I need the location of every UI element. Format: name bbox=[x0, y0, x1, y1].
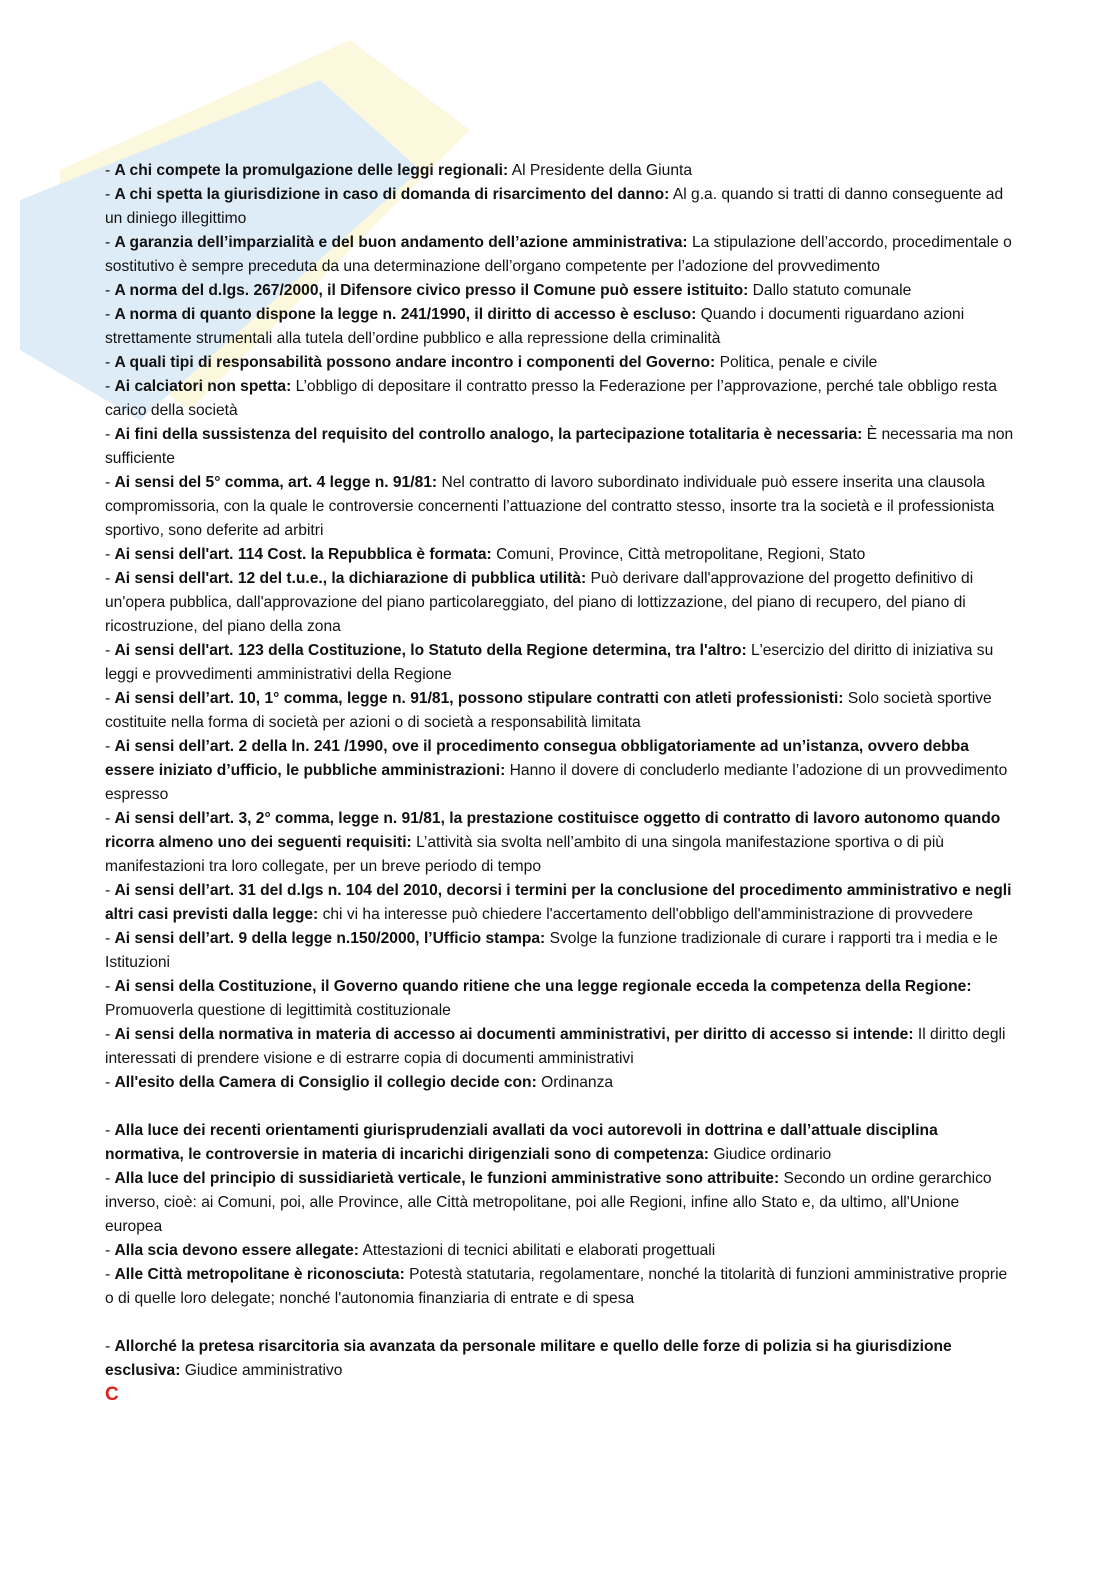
list-item: - A quali tipi di responsabilità possono andare incontro i componenti del Governo: Politica, penale e civile bbox=[105, 354, 878, 371]
list-item: - Alla luce dei recenti orientamenti giurisprudenziali avallati da voci autorevoli in dottrina e dall’attuale disciplina normativa, le controversie in materia di incarichi dirigenziali sono di competenza: Giudice ordinario bbox=[105, 1122, 938, 1163]
list-item: - Ai sensi del 5° comma, art. 4 legge n. 91/81: Nel contratto di lavoro subordinato individuale può essere inserita una clausola compromissoria, con la quale le controversie concernenti l’attuazione del contratto stesso, insorte tra la società e il professionista sportivo, sono deferite ad arbitri bbox=[105, 474, 995, 539]
qa-list bbox=[105, 159, 1015, 1407]
list-item: - Ai sensi dell'art. 123 della Costituzione, lo Statuto della Regione determina, tra l'altro: L'esercizio del diritto di iniziativa su leggi e provvedimenti amministrativi della Regione bbox=[105, 642, 994, 683]
list-item: - A chi compete la promulgazione delle leggi regionali: Al Presidente della Giunta bbox=[105, 162, 692, 179]
list-item: - All'esito della Camera di Consiglio il collegio decide con: Ordinanza bbox=[105, 1074, 614, 1091]
section-letter: C bbox=[105, 1384, 119, 1405]
list-item: - Ai sensi della Costituzione, il Governo quando ritiene che una legge regionale ecceda la competenza della Regione: Promuoverla questione di legittimità costituzionale bbox=[105, 978, 972, 1019]
list-item: - Ai sensi dell’art. 31 del d.lgs n. 104 del 2010, decorsi i termini per la conclusione del procedimento amministrativo e negli altri casi previsti dalla legge: chi vi ha interesse può chiedere l'accertamento dell'obbligo dell'amministrazione di provvedere bbox=[105, 882, 1012, 923]
list-item: - Ai calciatori non spetta: L’obbligo di depositare il contratto presso la Federazione per l’approvazione, perché tale obbligo resta carico della società bbox=[105, 378, 997, 419]
list-item: - A chi spetta la giurisdizione in caso di domanda di risarcimento del danno: Al g.a. quando si tratti di danno conseguente ad un diniego illegittimo bbox=[105, 186, 1004, 227]
list-item: - Allorché la pretesa risarcitoria sia avanzata da personale militare e quello delle forze di polizia si ha giurisdizione esclusiva: Giudice amministrativo bbox=[105, 1338, 952, 1379]
list-item: - Ai sensi dell'art. 114 Cost. la Repubblica è formata: Comuni, Province, Città metropolitane, Regioni, Stato bbox=[105, 546, 866, 563]
list-item: - Ai sensi della normativa in materia di accesso ai documenti amministrativi, per diritto di accesso si intende: Il diritto degli interessati di prendere visione e di estrarre copia di documenti amministrativi bbox=[105, 1026, 1006, 1067]
list-item: - Alla luce del principio di sussidiarietà verticale, le funzioni amministrative sono attribuite: Secondo un ordine gerarchico inverso, cioè: ai Comuni, poi, alle Province, alle Città metropolitane, poi alle Regioni, infine allo Stato e, da ultimo, all'Unione europea bbox=[105, 1170, 992, 1235]
list-item: - Ai fini della sussistenza del requisito del controllo analogo, la partecipazione totalitaria è necessaria: È necessaria ma non sufficiente bbox=[105, 426, 1014, 467]
list-item: - Ai sensi dell’art. 10, 1° comma, legge n. 91/81, possono stipulare contratti con atleti professionisti: Solo società sportive costituite nella forma di società per azioni o di società a responsabilità limitata bbox=[105, 690, 992, 731]
list-item: - Alle Città metropolitane è riconosciuta: Potestà statutaria, regolamentare, nonché la titolarità di funzioni amministrative proprie o di quelle loro delegate; nonché l'autonomia finanziaria di entrate e di spesa bbox=[105, 1266, 1008, 1307]
list-item: - Ai sensi dell’art. 3, 2° comma, legge n. 91/81, la prestazione costituisce oggetto di contratto di lavoro autonomo quando ricorra almeno uno dei seguenti requisiti: L’attività sia svolta nell’ambito di una singola manifestazione sportiva o di più manifestazioni tra loro collegate, per un breve periodo di tempo bbox=[105, 810, 1001, 875]
list-item: - A norma del d.lgs. 267/2000, il Difensore civico presso il Comune può essere istituito: Dallo statuto comunale bbox=[105, 282, 912, 299]
list-item: - Ai sensi dell’art. 9 della legge n.150/2000, l’Ufficio stampa: Svolge la funzione tradizionale di curare i rapporti tra i media e le Istituzioni bbox=[105, 930, 998, 971]
list-item: - Ai sensi dell’art. 2 della ln. 241 /1990, ove il procedimento consegua obbligatoriamente ad un’istanza, ovvero debba essere iniziato d’ufficio, le pubbliche amministrazioni: Hanno il dovere di concluderlo mediante l’adozione di un provvedimento espresso bbox=[105, 738, 1008, 803]
list-item: - A norma di quanto dispone la legge n. 241/1990, il diritto di accesso è escluso: Quando i documenti riguardano azioni strettamente strumentali alla tutela dell’ordine pubblico e alla repressione della criminalità bbox=[105, 306, 965, 347]
list-item: - A garanzia dell’imparzialità e del buon andamento dell’azione amministrativa: La stipulazione dell’accordo, procedimentale o sostitutivo è sempre preceduta da una determinazione dell’organo competente per l’adozione del provvedimento bbox=[105, 234, 1012, 275]
list-item: - Ai sensi dell'art. 12 del t.u.e., la dichiarazione di pubblica utilità: Può derivare dall'approvazione del progetto definitivo di un'opera pubblica, dall'approvazione del piano particolareggiato, del piano di lottizzazione, del piano di recupero, del piano di ricostruzione, del piano della zona bbox=[105, 570, 974, 635]
list-item: - Alla scia devono essere allegate: Attestazioni di tecnici abilitati e elaborati progettuali bbox=[105, 1242, 716, 1259]
